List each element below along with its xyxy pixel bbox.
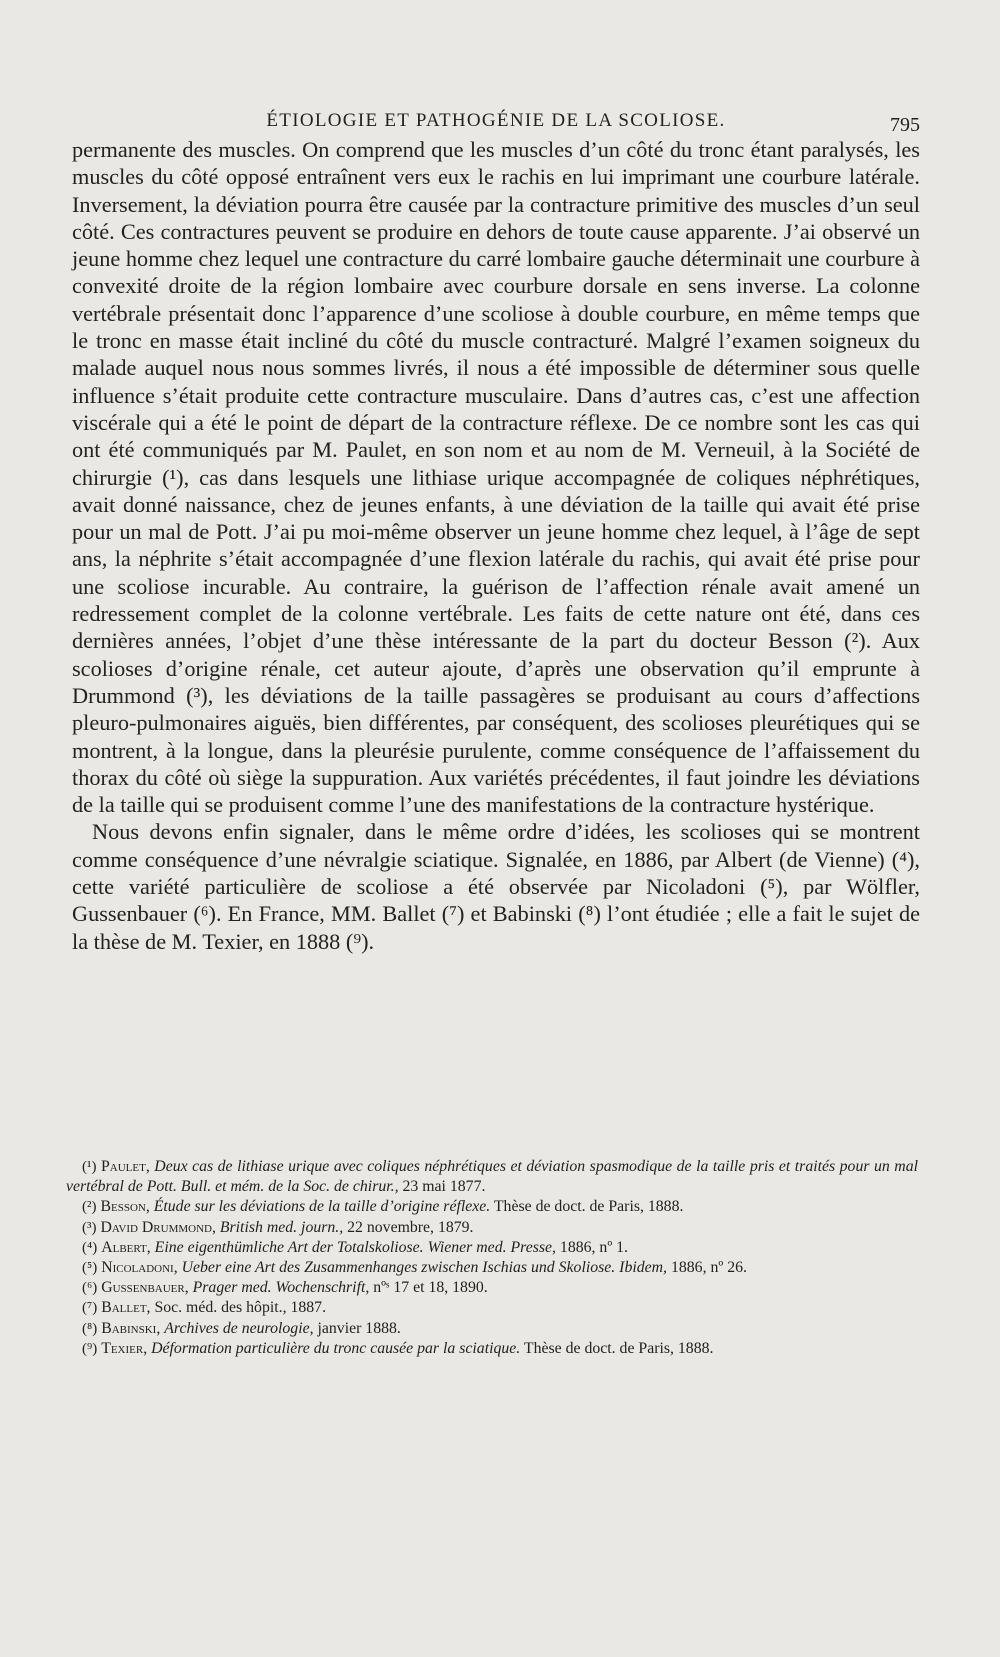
footnote-8 (66, 1319, 918, 1339)
footnote-title: Eine eigenthümliche Art der Totalskoliose. Wiener med. Presse, (154, 1238, 556, 1256)
footnote-mark: (⁵) (82, 1260, 98, 1277)
footnote-mark: (⁴) (82, 1239, 98, 1256)
footnote-author: Babinski, (101, 1319, 161, 1337)
footnote-mark: (⁷) (82, 1300, 98, 1317)
footnote-mark: (⁸) (82, 1320, 98, 1337)
footnote-mark: (⁹) (82, 1340, 98, 1357)
footnote-2 (66, 1197, 918, 1217)
footnote-author: Gussenbauer, (101, 1279, 189, 1297)
footnote-title: Étude sur les déviations de la taille d’origine réflexe. (153, 1198, 491, 1216)
footnote-title: Archives de neurologie, (164, 1319, 314, 1337)
paragraph-1: permanente des muscles. On comprend que les muscles d’un côté du tronc étant paralysés, les muscles du côté opposé entraînent vers eux le rachis en lui imprimant une courbure latérale. Inversement, la déviation pourra être causée par la contracture primitive des muscles d’un seul côté. Ces contractures peuvent se produire en dehors de toute cause apparente. J’ai observé un jeune homme chez lequel une contracture du carré lombaire gauche déterminait une courbure à convexité droite de la région lombaire avec courbure dorsale en sens inverse. La colonne vertébrale présentait donc l’apparence d’une scoliose à double courbure, en même temps que le tronc en masse était incliné du côté du muscle contracturé. Malgré l’examen soigneux du malade auquel nous nous sommes livrés, il nous a été impossible de déterminer sous quelle influence s’était produite cette contracture musculaire. Dans d’autres cas, c’est une affection viscérale qui a été le point de départ de la contracture réflexe. De ce nombre sont les cas qui ont été communiqués par M. Paulet, en son nom et au nom de M. Verneuil, à la Société de chirurgie (¹), cas dans lesquels une lithiase urique accompagnée de coliques néphrétiques, avait donné naissance, chez de jeunes enfants, à une déviation de la taille qui avait été prise pour un mal de Pott. J’ai pu moi-même observer un jeune homme chez lequel, à l’âge de sept ans, la néphrite s’était accompagnée d’une flexion latérale du rachis, qui avait été prise pour une scoliose incurable. Au contraire, la guérison de l’affection rénale avait amené un redressement complet de la colonne vertébrale. Les faits de cette nature ont été, dans ces dernières années, l’objet d’une thèse intéressante de la part du docteur Besson (²). Aux scolioses d’origine rénale, cet auteur ajoute, d’après une observation qu’il emprunte à Drummond (³), les déviations de la taille passagères se produisant au cours d’affections pleuro-pulmonaires aiguës, bien différentes, par conséquent, des scolioses pleurétiques qui se montrent, à la longue, dans la pleurésie purulente, comme conséquence de l’affaissement du thorax du côté où siège la suppuration. Aux variétés précédentes, il faut joindre les déviations de la taille qui se produisent comme l’une des manifestations de la contracture hystérique. (72, 137, 920, 818)
footnote-7 (66, 1298, 918, 1318)
footnote-author: Ballet, (101, 1299, 151, 1317)
footnote-author: Paulet, (101, 1158, 150, 1175)
footnote-author: David Drummond, (100, 1218, 216, 1236)
main-text (72, 136, 920, 955)
footnote-mark: (³) (82, 1219, 97, 1236)
footnote-details: Thèse de doct. de Paris, 1888. (493, 1198, 684, 1216)
footnote-author: Texier, (101, 1339, 148, 1357)
footnote-9 (66, 1339, 918, 1359)
footnote-title: Déformation particulière du tronc causée par la sciatique. (151, 1339, 521, 1357)
footnote-details: Thèse de doct. de Paris, 1888. (523, 1339, 714, 1357)
footnote-details: nºˢ 17 et 18, 1890. (373, 1279, 488, 1297)
footnote-details: 23 mai 1877. (402, 1178, 486, 1196)
footnote-4 (66, 1238, 918, 1258)
footnote-details: 1886, nº 1. (559, 1238, 629, 1256)
footnote-details: 22 novembre, 1879. (347, 1218, 474, 1236)
footnote-author: Albert, (101, 1238, 151, 1256)
page-number: 795 (890, 114, 920, 136)
footnote-title: Ueber eine Art des Zusammenhanges zwischen Ischias und Skoliose. Ibidem, (181, 1259, 668, 1277)
footnote-author: Nicoladoni, (101, 1259, 178, 1277)
footnote-mark: (⁶) (82, 1280, 98, 1297)
footnotes (66, 1157, 918, 1359)
footnote-6 (66, 1278, 918, 1298)
footnote-1 (66, 1157, 918, 1197)
footnote-5 (66, 1258, 918, 1278)
footnote-mark: (²) (82, 1199, 97, 1216)
footnote-title: Prager med. Wochenschrift, (192, 1279, 370, 1297)
footnote-author: Besson, (100, 1198, 150, 1216)
footnote-title: Deux cas de lithiase urique avec coliques néphrétiques et déviation spasmodique de la taille pris et traités pour un mal vertébral de Pott. Bull. et mém. de la Soc. de chirur., (66, 1158, 918, 1196)
footnote-details: janvier 1888. (317, 1319, 401, 1337)
footnote-3 (66, 1218, 918, 1238)
running-head (72, 106, 920, 136)
footnote-details: Soc. méd. des hôpit., 1887. (154, 1299, 327, 1317)
running-title: ÉTIOLOGIE ET PATHOGÉNIE DE LA SCOLIOSE. (266, 110, 726, 131)
paragraph-2: Nous devons enfin signaler, dans le même ordre d’idées, les scolioses qui se montrent comme conséquence d’une névralgie sciatique. Signalée, en 1886, par Albert (de Vienne) (⁴), cette variété particulière de scoliose a été observée par Nicoladoni (⁵), par Wölfler, Gussenbauer (⁶). En France, MM. Ballet (⁷) et Babinski (⁸) l’ont étudiée ; elle a fait le sujet de la thèse de M. Texier, en 1888 (⁹). (72, 819, 920, 954)
footnote-details: 1886, nº 26. (670, 1259, 747, 1277)
footnote-mark: (¹) (82, 1159, 97, 1175)
footnote-title: British med. journ., (219, 1218, 344, 1236)
